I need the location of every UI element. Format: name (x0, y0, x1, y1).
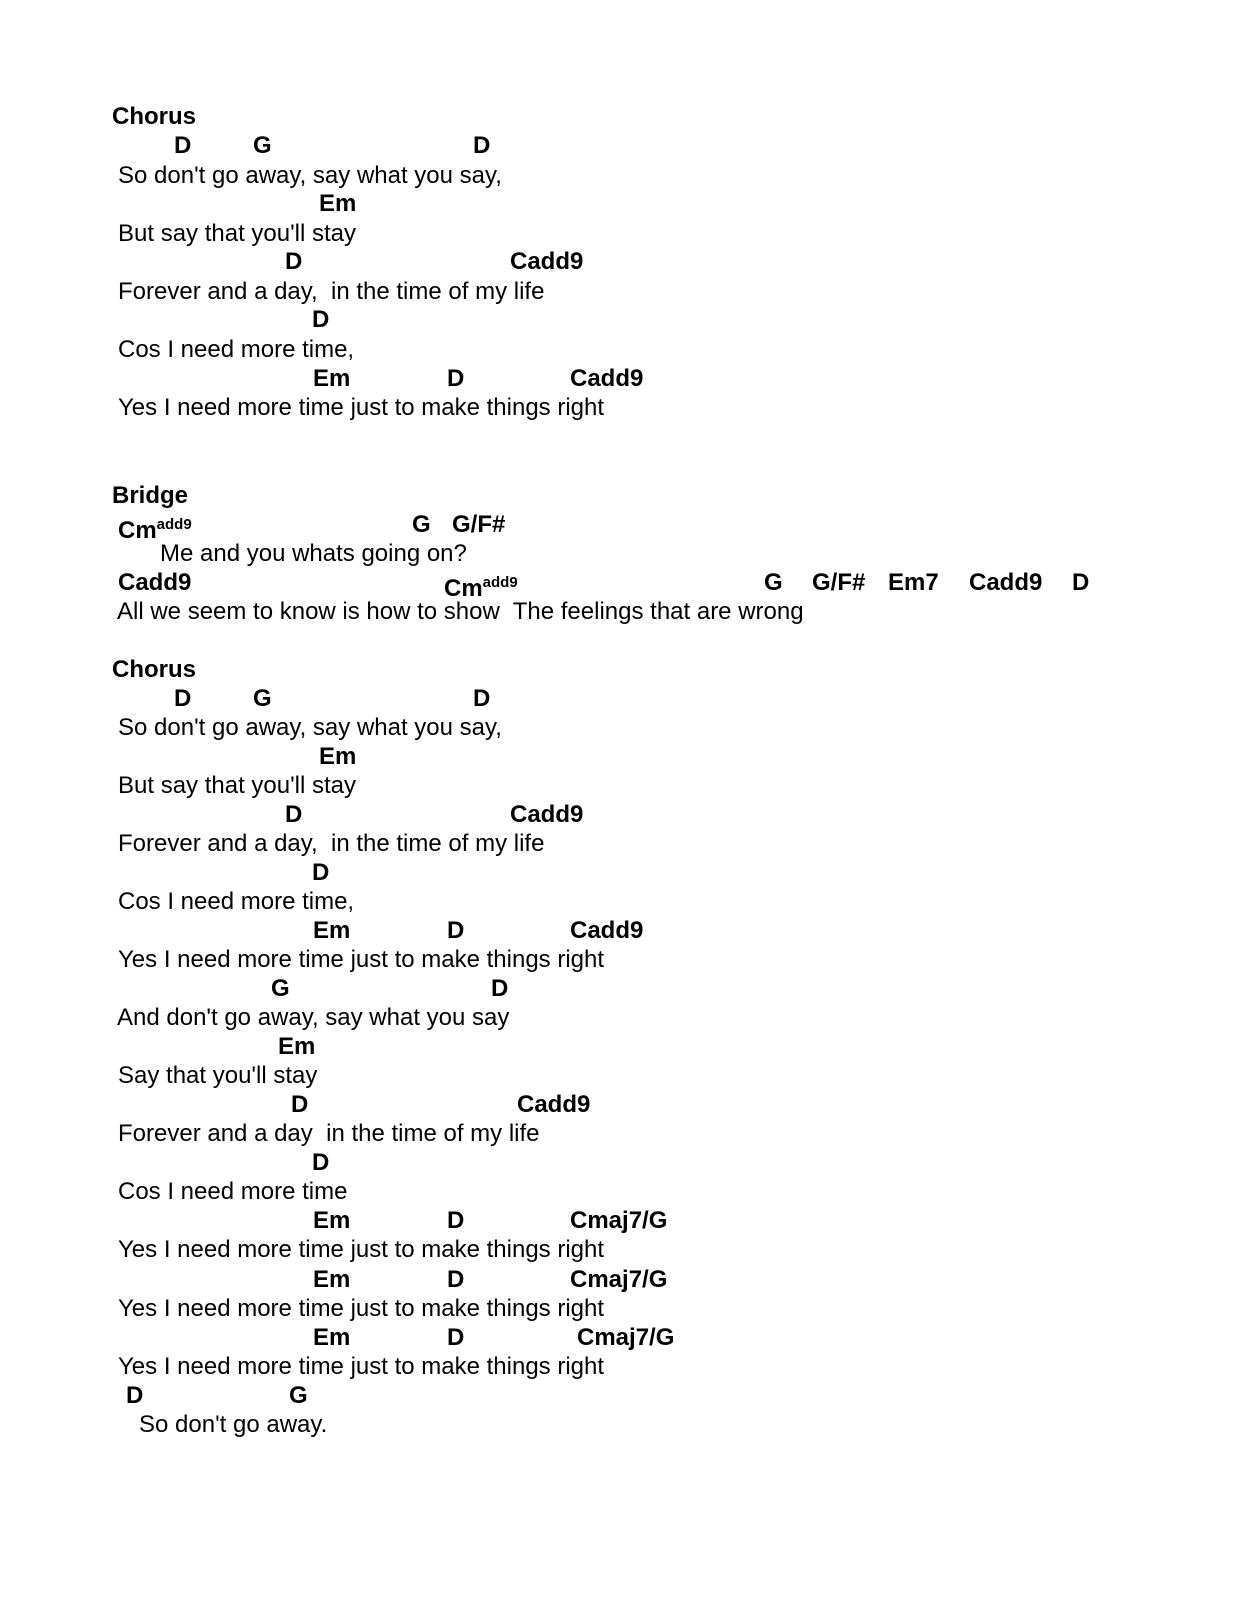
chord: D (447, 1324, 465, 1351)
chord: Em (319, 743, 357, 770)
lyric-line: Yes I need more time just to make things right (118, 1295, 605, 1322)
section-heading: Chorus (112, 103, 196, 130)
lyric-line: Yes I need more time just to make things right (118, 1353, 605, 1380)
chord: G (289, 1382, 308, 1409)
lyric-line: All we seem to know is how to show The feelings that are wrong (117, 598, 804, 625)
chord: G/F# (452, 511, 506, 538)
chord: D (447, 1207, 465, 1234)
lyric-line: So don't go away. (139, 1411, 328, 1438)
chord: G (253, 132, 272, 159)
chord: D (285, 248, 303, 275)
lyric-line: Me and you whats going on? (160, 540, 467, 567)
chord: Em (313, 365, 351, 392)
chord: D (312, 306, 330, 333)
chord: Em7 (888, 569, 939, 596)
lyric-line: Cos I need more time (118, 1178, 348, 1205)
chord: G (253, 685, 272, 712)
chord: Em (313, 1207, 351, 1234)
chord: D (174, 132, 192, 159)
chord: Cadd9 (118, 569, 192, 596)
chord: Cadd9 (510, 248, 584, 275)
chord: G (412, 511, 431, 538)
lyric-line: Yes I need more time just to make things right (118, 394, 605, 421)
chord: D (312, 1149, 330, 1176)
chord: D (447, 917, 465, 944)
lyric-line: And don't go away, say what you say (117, 1004, 510, 1031)
chord: D (126, 1382, 144, 1409)
chord: Cadd9 (517, 1091, 591, 1118)
lyric-line: Cos I need more time, (118, 888, 355, 915)
chord: Cadd9 (570, 365, 644, 392)
chord: D (291, 1091, 309, 1118)
chord: Em (278, 1033, 316, 1060)
lyric-line: But say that you'll stay (118, 772, 357, 799)
section-heading: Chorus (112, 656, 196, 683)
chord: G (271, 975, 290, 1002)
section-heading: Bridge (112, 482, 189, 509)
lyric-line: Say that you'll stay (118, 1062, 318, 1089)
lyric-line: So don't go away, say what you say, (118, 162, 502, 189)
chord: Em (313, 917, 351, 944)
chord: Cadd9 (570, 917, 644, 944)
lyric-line: Yes I need more time just to make things right (118, 946, 605, 973)
lyric-line: But say that you'll stay (118, 220, 357, 247)
chord: Em (319, 190, 357, 217)
chord: Em (313, 1266, 351, 1293)
chord: G (764, 569, 783, 596)
lyric-line: Yes I need more time just to make things right (118, 1236, 605, 1263)
chord-extension: add9 (156, 516, 192, 533)
chord: Cmaj7/G (570, 1207, 668, 1234)
chord: D (473, 685, 491, 712)
lyric-line: Forever and a day, in the time of my life (118, 278, 545, 305)
lyric-line: Cos I need more time, (118, 336, 355, 363)
chord: G/F# (812, 569, 866, 596)
chord: Cmaj7/G (577, 1324, 675, 1351)
chord: Cadd9 (510, 801, 584, 828)
lyric-line: Forever and a day in the time of my life (118, 1120, 540, 1147)
chord: D (473, 132, 491, 159)
lyric-line: Forever and a day, in the time of my life (118, 830, 545, 857)
chord-root: Cm (444, 575, 483, 602)
chord: D (491, 975, 509, 1002)
chord: D (174, 685, 192, 712)
chord: D (285, 801, 303, 828)
chord-root: Cm (118, 517, 157, 544)
chord: D (447, 365, 465, 392)
chord: Em (313, 1324, 351, 1351)
chord: D (447, 1266, 465, 1293)
chord: D (312, 859, 330, 886)
chord: Cadd9 (969, 569, 1043, 596)
chord: D (1072, 569, 1090, 596)
chord: Cmaj7/G (570, 1266, 668, 1293)
chord-extension: add9 (482, 574, 518, 591)
lyric-line: So don't go away, say what you say, (118, 714, 502, 741)
